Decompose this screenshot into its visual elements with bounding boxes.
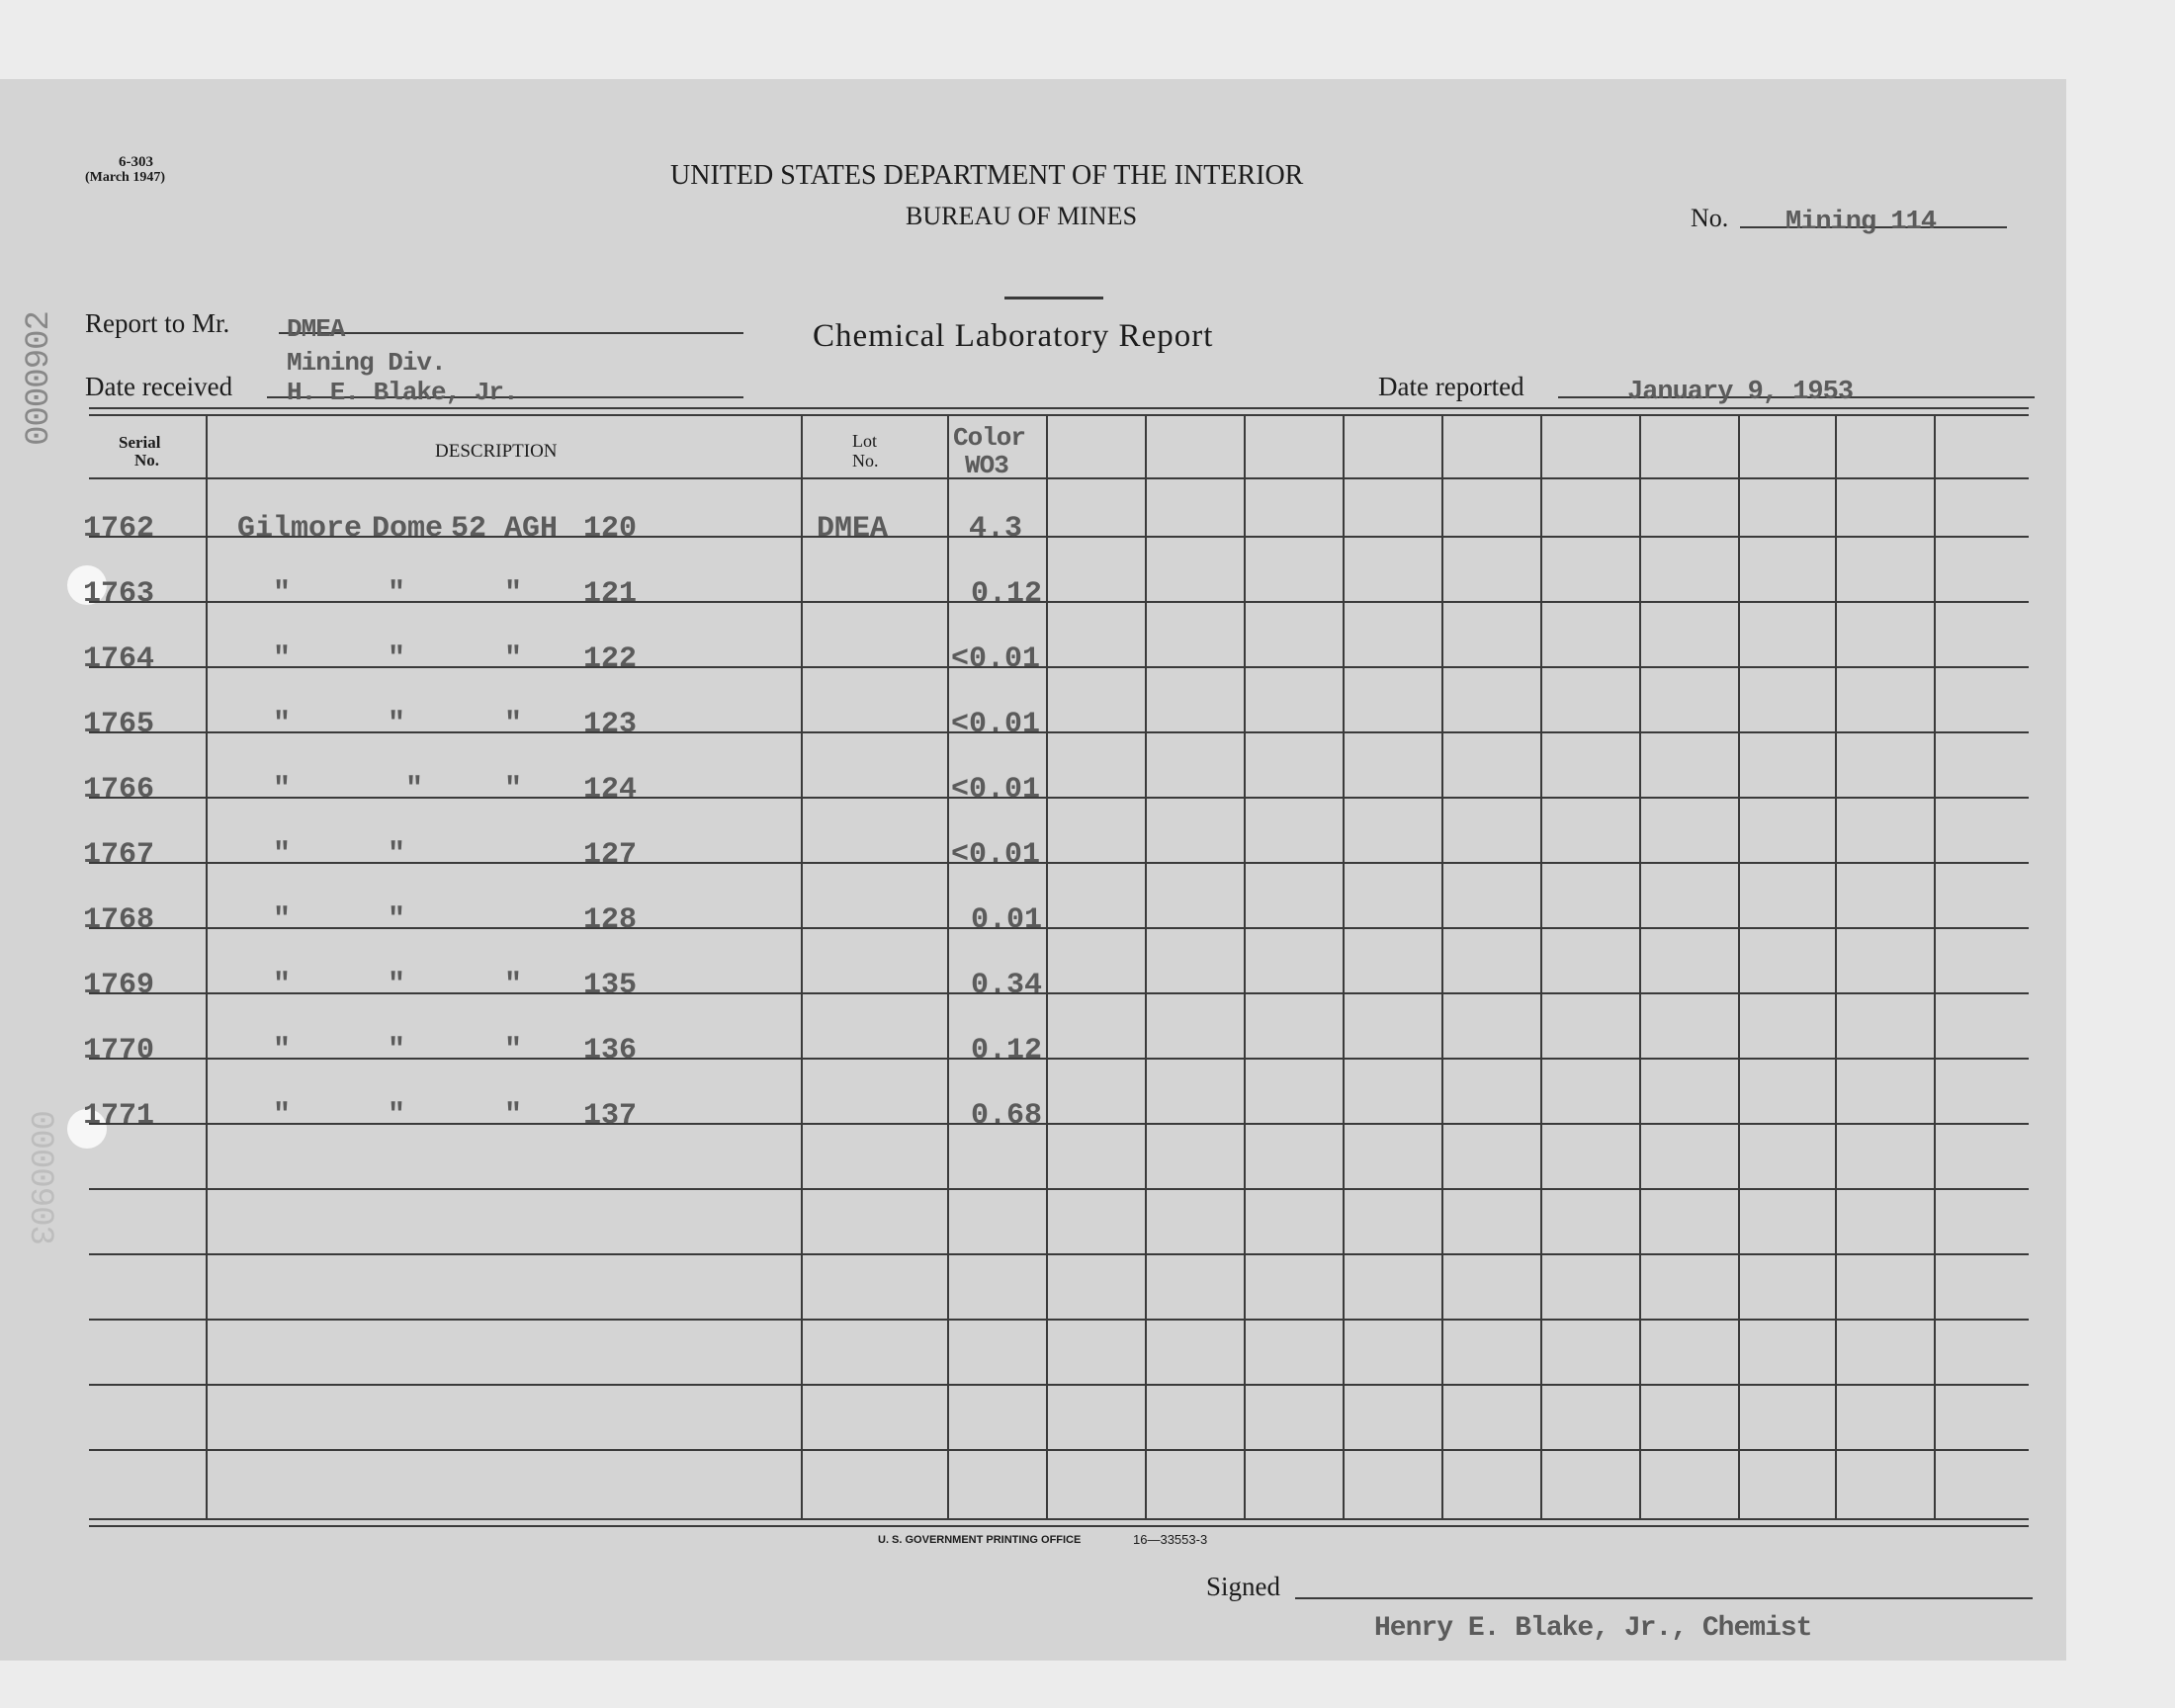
col-divider — [947, 415, 949, 1518]
wo3-cell: 0.12 — [971, 1034, 1043, 1068]
desc-cell: " — [504, 708, 523, 741]
title-rule — [1004, 297, 1103, 299]
col-divider — [1835, 415, 1837, 1518]
stamp-number-bottom: 0000903 — [20, 1110, 58, 1244]
desc-cell: " — [273, 577, 292, 611]
desc-cell: " — [273, 969, 292, 1002]
row-rule — [89, 992, 2029, 994]
date-received-value: H. E. Blake, Jr. — [287, 378, 518, 407]
serial-cell: 1764 — [83, 642, 155, 676]
col-divider — [801, 415, 803, 1518]
serial-cell: 1767 — [83, 838, 155, 872]
desc-cell: " — [405, 773, 424, 807]
serial-header-no: No. — [134, 451, 160, 470]
row-rule — [89, 666, 2029, 668]
lot-header-no: No. — [852, 451, 879, 470]
wo3-cell: 4.3 — [969, 512, 1023, 546]
desc-cell: " — [388, 642, 406, 676]
table-bottom-rule-1 — [89, 1518, 2029, 1520]
desc-cell: Dome — [372, 512, 444, 546]
desc-cell: Gilmore — [237, 512, 363, 546]
table-top-rule-1 — [89, 407, 2029, 409]
number-cell: 124 — [583, 773, 638, 807]
desc-cell: " — [273, 903, 292, 937]
row-rule — [89, 1384, 2029, 1386]
row-rule — [89, 731, 2029, 733]
color-header: Color — [953, 423, 1026, 453]
wo3-header: WO3 — [965, 451, 1008, 480]
col-divider — [206, 415, 208, 1518]
desc-cell: " — [504, 1099, 523, 1133]
row-rule — [89, 601, 2029, 603]
number-cell: 136 — [583, 1034, 638, 1068]
serial-cell: 1771 — [83, 1099, 155, 1133]
number-label: No. — [1691, 204, 1729, 232]
desc-cell: " — [504, 577, 523, 611]
desc-cell: " — [504, 773, 523, 807]
bureau-heading: BUREAU OF MINES — [906, 202, 1138, 230]
row-rule — [89, 862, 2029, 864]
lot-header: Lot — [852, 431, 877, 451]
wo3-cell: 0.01 — [971, 903, 1043, 937]
serial-header: Serial — [119, 433, 161, 452]
desc-cell: " — [504, 642, 523, 676]
desc-cell: " — [504, 1034, 523, 1068]
wo3-cell: 0.34 — [971, 969, 1043, 1002]
number-cell: 135 — [583, 969, 638, 1002]
number-value: Mining 114 — [1785, 208, 1937, 237]
chemist-name: Henry E. Blake, Jr., Chemist — [1374, 1613, 1812, 1644]
desc-cell: " — [273, 1034, 292, 1068]
signature-line — [1295, 1597, 2033, 1599]
table-bottom-rule-2 — [89, 1525, 2029, 1527]
description-header: DESCRIPTION — [435, 441, 558, 462]
report-to-value: DMEA — [287, 314, 345, 344]
desc-cell: " — [388, 1034, 406, 1068]
lot-cell: DMEA — [817, 512, 889, 546]
desc-cell: " — [273, 708, 292, 741]
report-to-division: Mining Div. — [287, 348, 446, 378]
col-divider — [1343, 415, 1345, 1518]
col-divider — [1046, 415, 1048, 1518]
col-divider — [1540, 415, 1542, 1518]
col-divider — [1639, 415, 1641, 1518]
wo3-cell: <0.01 — [951, 642, 1041, 676]
form-edition: (March 1947) — [85, 170, 165, 185]
row-rule — [89, 1319, 2029, 1321]
form-code: 6-303 — [119, 154, 153, 170]
row-rule — [89, 1253, 2029, 1255]
desc-cell: " — [388, 1099, 406, 1133]
wo3-cell: <0.01 — [951, 838, 1041, 872]
number-cell: 137 — [583, 1099, 638, 1133]
desc-cell: 52 AGH — [451, 512, 559, 546]
desc-cell: " — [273, 1099, 292, 1133]
col-divider — [1934, 415, 1936, 1518]
serial-cell: 1765 — [83, 708, 155, 741]
wo3-cell: <0.01 — [951, 773, 1041, 807]
row-rule — [89, 1123, 2029, 1125]
col-divider — [1145, 415, 1147, 1518]
desc-cell: " — [388, 708, 406, 741]
desc-cell: " — [273, 773, 292, 807]
number-cell: 120 — [583, 512, 638, 546]
row-rule — [89, 797, 2029, 799]
serial-cell: 1763 — [83, 577, 155, 611]
row-rule — [89, 927, 2029, 929]
number-cell: 127 — [583, 838, 638, 872]
wo3-cell: 0.12 — [971, 577, 1043, 611]
col-divider — [1244, 415, 1246, 1518]
wo3-cell: 0.68 — [971, 1099, 1043, 1133]
serial-cell: 1768 — [83, 903, 155, 937]
number-cell: 123 — [583, 708, 638, 741]
number-cell: 122 — [583, 642, 638, 676]
wo3-cell: <0.01 — [951, 708, 1041, 741]
date-reported-label: Date reported — [1378, 372, 1524, 401]
desc-cell: " — [273, 642, 292, 676]
serial-cell: 1769 — [83, 969, 155, 1002]
desc-cell: " — [388, 969, 406, 1002]
signed-label: Signed — [1206, 1572, 1281, 1601]
col-divider — [1441, 415, 1443, 1518]
form-number: 16—33553-3 — [1133, 1532, 1208, 1547]
row-rule — [89, 1449, 2029, 1451]
row-rule — [89, 1058, 2029, 1060]
report-sheet — [0, 79, 2066, 1661]
desc-cell: " — [388, 838, 406, 872]
desc-cell: " — [388, 577, 406, 611]
serial-cell: 1762 — [83, 512, 155, 546]
desc-cell: " — [388, 903, 406, 937]
printer-imprint: U. S. GOVERNMENT PRINTING OFFICE — [878, 1534, 1082, 1546]
col-divider — [1738, 415, 1740, 1518]
stamp-number-top: 0000902 — [20, 311, 58, 446]
report-title: Chemical Laboratory Report — [813, 318, 1214, 354]
number-cell: 121 — [583, 577, 638, 611]
date-reported-value: January 9, 1953 — [1627, 378, 1854, 407]
department-heading: UNITED STATES DEPARTMENT OF THE INTERIOR — [670, 160, 1304, 191]
desc-cell: " — [504, 969, 523, 1002]
row-rule — [89, 1188, 2029, 1190]
report-to-label: Report to Mr. — [85, 308, 230, 338]
serial-cell: 1770 — [83, 1034, 155, 1068]
date-received-label: Date received — [85, 372, 233, 401]
desc-cell: " — [273, 838, 292, 872]
serial-cell: 1766 — [83, 773, 155, 807]
report-to-line — [279, 332, 743, 334]
number-cell: 128 — [583, 903, 638, 937]
